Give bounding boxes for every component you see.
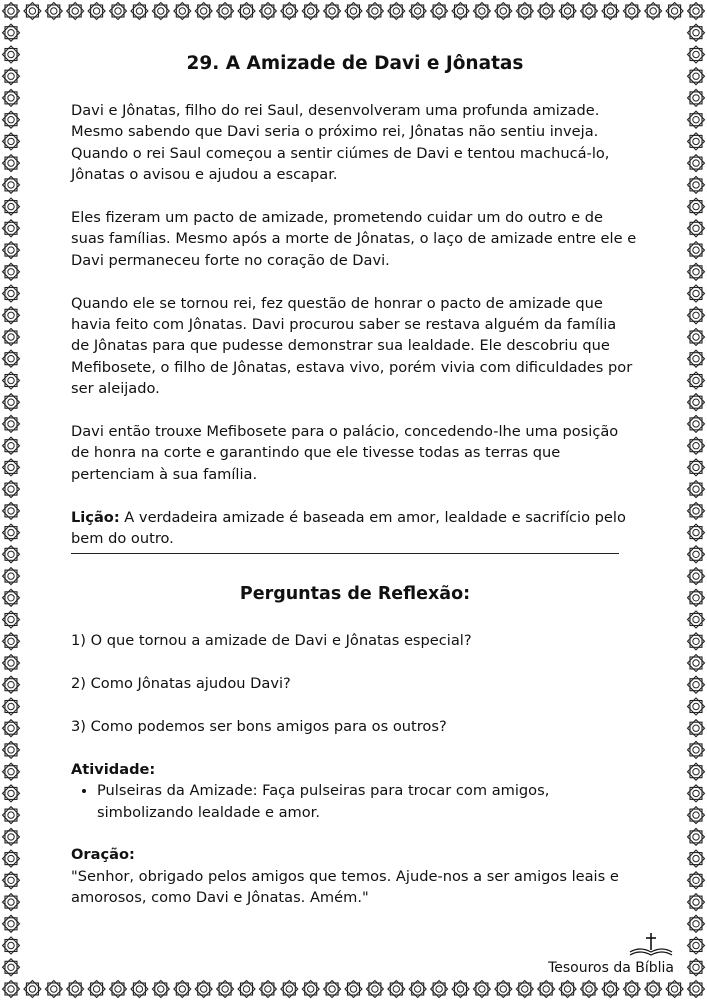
border-ornament	[688, 176, 705, 193]
question-2: 2) Como Jônatas ajudou Davi?	[71, 675, 291, 693]
border-ornament	[688, 263, 705, 280]
border-ornament	[366, 3, 383, 20]
border-ornament	[688, 655, 705, 672]
border-ornament	[688, 46, 705, 63]
border-ornament	[688, 524, 705, 541]
border-ornament	[688, 437, 705, 454]
page-content	[71, 52, 639, 909]
story-paragraph-4: Davi então trouxe Mefibosete para o palácio, concedendo-lhe uma posição de honra na corte e garantindo que ele tivesse todas as terras que pertenciam à sua família.	[71, 423, 619, 483]
border-ornament	[688, 372, 705, 389]
border-ornament	[3, 850, 20, 867]
border-ornament	[431, 3, 448, 20]
border-ornament	[3, 220, 20, 237]
border-ornament	[3, 568, 20, 585]
border-ornament	[516, 981, 533, 998]
cross-book-icon	[624, 932, 674, 958]
border-ornament	[88, 3, 105, 20]
border-ornament	[688, 133, 705, 150]
prayer-label: Oração:	[71, 846, 135, 864]
border-ornament	[3, 198, 20, 215]
story-paragraph-3: Quando ele se tornou rei, fez questão de honrar o pacto de amizade que havia feito com Jônatas. Davi procurou saber se restava alguém da família de Jônatas para que pudesse demonstrar sua lealdade. Ele descobriu que Mefibosete, o filho de Jônatas, estava vivo, porém vivia com dificuldades por ser aleijado.	[71, 294, 633, 398]
border-ornament	[688, 24, 705, 41]
border-ornament	[559, 981, 576, 998]
border-ornament	[131, 3, 148, 20]
border-ornament	[3, 155, 20, 172]
border-ornament	[452, 3, 469, 20]
prayer-text: "Senhor, obrigado pelos amigos que temos. Ajude-nos a ser amigos leais e amorosos, como Davi e Jônatas. Amém."	[71, 867, 619, 907]
border-ornament	[3, 3, 20, 20]
border-ornament	[388, 3, 405, 20]
border-ornament	[666, 981, 683, 998]
border-ornament	[3, 894, 20, 911]
border-ornament	[366, 981, 383, 998]
border-ornament	[473, 981, 490, 998]
border-ornament	[110, 981, 127, 998]
border-ornament	[3, 394, 20, 411]
page-title: 29. A Amizade de Davi e Jônatas	[186, 53, 524, 74]
border-ornament	[688, 350, 705, 367]
border-ornament	[688, 763, 705, 780]
story-paragraph-2: Eles fizeram um pacto de amizade, prometendo cuidar um do outro e de suas famílias. Mesmo após a morte de Jônatas, o laço de amizade entre ele e Davi permaneceu forte no coração de Davi.	[71, 209, 637, 269]
border-ornament	[688, 894, 705, 911]
border-ornament	[259, 981, 276, 998]
border-ornament	[324, 3, 341, 20]
border-ornament	[688, 285, 705, 302]
border-ornament	[281, 981, 298, 998]
border-ornament	[688, 611, 705, 628]
border-ornament	[3, 459, 20, 476]
border-ornament	[581, 981, 598, 998]
activity-label: Atividade:	[71, 760, 156, 778]
border-ornament	[3, 133, 20, 150]
border-ornament	[3, 89, 20, 106]
border-ornament	[3, 24, 20, 41]
border-ornament	[345, 981, 362, 998]
border-ornament	[688, 198, 705, 215]
question-3: 3) Como podemos ser bons amigos para os outros?	[71, 718, 447, 736]
border-ornament	[688, 546, 705, 563]
border-ornament	[3, 785, 20, 802]
border-ornament	[688, 502, 705, 519]
border-ornament	[645, 981, 662, 998]
border-ornament	[538, 981, 555, 998]
border-ornament	[452, 981, 469, 998]
border-ornament	[688, 828, 705, 845]
border-ornament	[688, 568, 705, 585]
brand-name: Tesouros da Bíblia	[548, 960, 674, 976]
border-ornament	[688, 589, 705, 606]
border-ornament	[495, 981, 512, 998]
border-ornament	[688, 89, 705, 106]
border-ornament	[688, 937, 705, 954]
border-ornament	[623, 3, 640, 20]
border-ornament	[688, 872, 705, 889]
border-ornament	[495, 3, 512, 20]
border-ornament	[688, 807, 705, 824]
border-ornament	[217, 981, 234, 998]
border-ornament	[688, 329, 705, 346]
border-ornament	[281, 3, 298, 20]
border-ornament	[3, 307, 20, 324]
border-ornament	[3, 720, 20, 737]
border-ornament	[24, 981, 41, 998]
border-ornament	[152, 981, 169, 998]
border-ornament	[3, 329, 20, 346]
border-ornament	[3, 676, 20, 693]
border-ornament	[3, 633, 20, 650]
border-ornament	[688, 220, 705, 237]
border-ornament	[174, 981, 191, 998]
border-ornament	[3, 285, 20, 302]
border-ornament	[473, 3, 490, 20]
border-ornament	[110, 3, 127, 20]
border-ornament	[409, 981, 426, 998]
border-ornament	[3, 524, 20, 541]
border-ornament	[3, 350, 20, 367]
border-ornament	[559, 3, 576, 20]
brand-logo	[534, 932, 674, 976]
border-ornament	[688, 415, 705, 432]
border-ornament	[3, 763, 20, 780]
border-ornament	[688, 720, 705, 737]
border-ornament	[516, 3, 533, 20]
border-ornament	[3, 481, 20, 498]
lesson	[71, 507, 639, 550]
border-ornament	[602, 981, 619, 998]
border-ornament	[24, 3, 41, 20]
border-ornament	[3, 741, 20, 758]
border-ornament	[688, 68, 705, 85]
border-ornament	[3, 828, 20, 845]
question-1: 1) O que tornou a amizade de Davi e Jônatas especial?	[71, 632, 472, 650]
activity-list	[71, 780, 639, 823]
border-ornament	[623, 981, 640, 998]
border-ornament	[45, 981, 62, 998]
story-paragraph-1: Davi e Jônatas, filho do rei Saul, desenvolveram uma profunda amizade. Mesmo sabendo que Davi seria o próximo rei, Jônatas não sentiu inveja. Quando o rei Saul começou a sentir ciúmes de Davi e tentou machucá-lo, Jônatas o avisou e ajudou a escapar.	[71, 102, 610, 184]
border-ornament	[3, 372, 20, 389]
border-ornament	[3, 263, 20, 280]
border-ornament	[195, 981, 212, 998]
border-ornament	[3, 502, 20, 519]
lesson-label: Lição:	[71, 508, 120, 526]
border-ornament	[302, 3, 319, 20]
lesson-text: A verdadeira amizade é baseada em amor, lealdade e sacrifício pelo bem do outro.	[71, 508, 626, 548]
reflection-title: Perguntas de Reflexão:	[239, 584, 471, 605]
border-ornament	[688, 459, 705, 476]
border-ornament	[3, 937, 20, 954]
border-ornament	[238, 3, 255, 20]
border-ornament	[688, 155, 705, 172]
border-ornament	[688, 850, 705, 867]
border-ornament	[645, 3, 662, 20]
border-ornament	[3, 68, 20, 85]
border-ornament	[538, 3, 555, 20]
border-ornament	[3, 415, 20, 432]
border-ornament	[259, 3, 276, 20]
border-ornament	[688, 676, 705, 693]
border-ornament	[88, 981, 105, 998]
border-ornament	[302, 981, 319, 998]
border-ornament	[688, 307, 705, 324]
border-ornament	[688, 698, 705, 715]
border-ornament	[45, 3, 62, 20]
border-ornament	[3, 46, 20, 63]
border-ornament	[152, 3, 169, 20]
border-ornament	[688, 981, 705, 998]
border-ornament	[688, 633, 705, 650]
border-ornament	[431, 981, 448, 998]
border-ornament	[345, 3, 362, 20]
border-ornament	[3, 807, 20, 824]
border-ornament	[3, 915, 20, 932]
border-ornament	[3, 981, 20, 998]
border-ornament	[217, 3, 234, 20]
border-ornament	[131, 981, 148, 998]
border-ornament	[67, 3, 84, 20]
border-ornament	[688, 915, 705, 932]
border-ornament	[174, 3, 191, 20]
border-ornament	[688, 959, 705, 976]
border-ornament	[195, 3, 212, 20]
border-ornament	[688, 481, 705, 498]
border-ornament	[3, 437, 20, 454]
border-ornament	[688, 741, 705, 758]
border-ornament	[3, 176, 20, 193]
border-ornament	[238, 981, 255, 998]
border-ornament	[602, 3, 619, 20]
divider-line	[71, 553, 619, 554]
border-ornament	[688, 3, 705, 20]
border-ornament	[3, 111, 20, 128]
border-ornament	[3, 589, 20, 606]
border-ornament	[3, 546, 20, 563]
border-ornament	[688, 111, 705, 128]
border-ornament	[388, 981, 405, 998]
border-ornament	[3, 872, 20, 889]
border-ornament	[688, 394, 705, 411]
border-ornament	[324, 981, 341, 998]
border-ornament	[67, 981, 84, 998]
border-ornament	[581, 3, 598, 20]
border-ornament	[409, 3, 426, 20]
border-ornament	[3, 611, 20, 628]
border-ornament	[688, 242, 705, 259]
border-ornament	[3, 655, 20, 672]
activity-item: • Pulseiras da Amizade: Faça pulseiras para trocar com amigos, simbolizando lealdade e amor.	[97, 780, 639, 823]
border-ornament	[688, 785, 705, 802]
border-ornament	[3, 959, 20, 976]
border-ornament	[3, 242, 20, 259]
border-ornament	[3, 698, 20, 715]
border-ornament	[666, 3, 683, 20]
